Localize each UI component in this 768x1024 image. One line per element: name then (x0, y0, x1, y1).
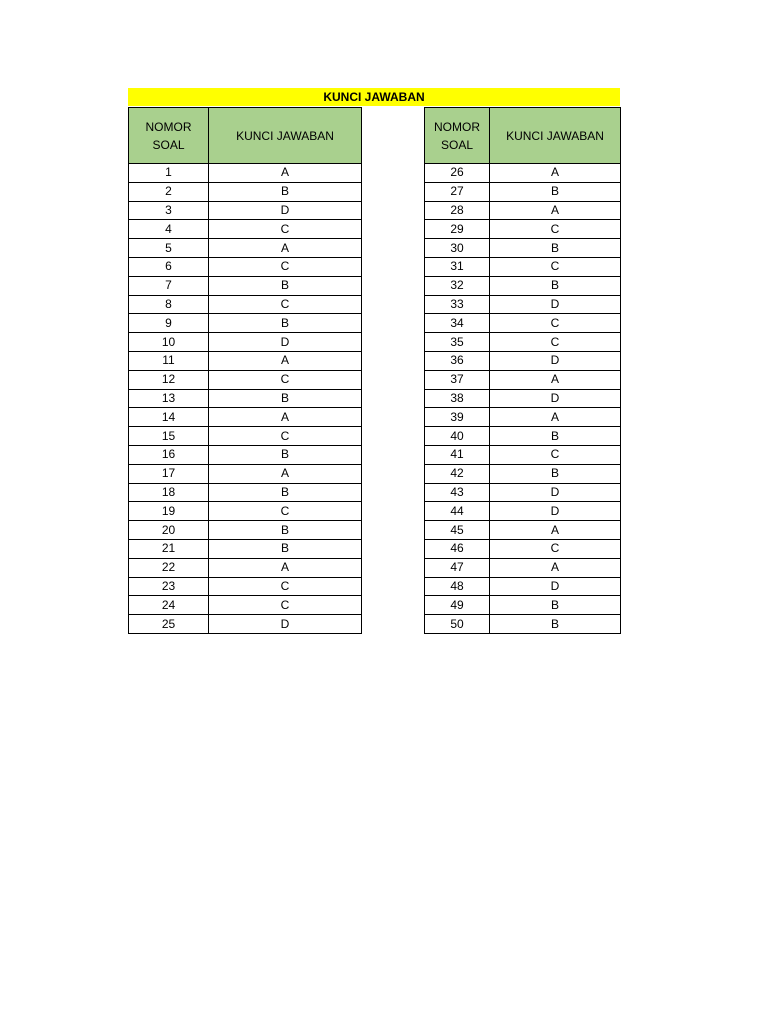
table-row (129, 408, 362, 427)
table-row (129, 521, 362, 540)
table-row (425, 389, 621, 408)
answer-key-cell: C (209, 502, 362, 521)
table-row (425, 314, 621, 333)
answer-key-cell: B (209, 182, 362, 201)
answer-key-cell: B (209, 521, 362, 540)
table-row (425, 220, 621, 239)
question-number-cell: 8 (129, 295, 209, 314)
question-number-cell: 14 (129, 408, 209, 427)
answer-key-cell: A (490, 408, 621, 427)
question-number-cell: 21 (129, 539, 209, 558)
question-number-cell: 39 (425, 408, 490, 427)
question-number-cell: 30 (425, 239, 490, 258)
question-number-cell: 32 (425, 276, 490, 295)
answer-key-cell: B (209, 276, 362, 295)
table-row (129, 389, 362, 408)
table-row (425, 596, 621, 615)
header-nomor-line2: SOAL (152, 137, 185, 152)
answer-key-cell: C (490, 220, 621, 239)
question-number-cell: 33 (425, 295, 490, 314)
question-number-cell: 15 (129, 427, 209, 446)
answer-key-cell: C (490, 445, 621, 464)
answer-key-cell: B (490, 182, 621, 201)
question-number-cell: 27 (425, 182, 490, 201)
question-number-cell: 45 (425, 521, 490, 540)
question-number-cell: 46 (425, 539, 490, 558)
answer-key-cell: A (490, 370, 621, 389)
table-row (129, 596, 362, 615)
table-header-row (425, 108, 621, 164)
table-row (425, 164, 621, 183)
answer-key-cell: B (490, 276, 621, 295)
table-row (129, 427, 362, 446)
header-nomor-soal (129, 108, 209, 164)
header-kunci-jawaban: KUNCI JAWABAN (209, 108, 362, 164)
table-row (129, 295, 362, 314)
question-number-cell: 43 (425, 483, 490, 502)
question-number-cell: 23 (129, 577, 209, 596)
answer-key-cell: A (209, 558, 362, 577)
table-body-left (129, 164, 362, 634)
answer-key-cell: A (209, 164, 362, 183)
question-number-cell: 2 (129, 182, 209, 201)
question-number-cell: 44 (425, 502, 490, 521)
table-row (425, 239, 621, 258)
answer-key-cell: B (209, 389, 362, 408)
question-number-cell: 35 (425, 333, 490, 352)
answer-key-cell: B (209, 483, 362, 502)
question-number-cell: 34 (425, 314, 490, 333)
header-nomor-soal (425, 108, 490, 164)
answer-key-cell: D (490, 295, 621, 314)
table-row (129, 257, 362, 276)
table-row (425, 276, 621, 295)
answer-key-cell: B (209, 445, 362, 464)
table-header-row (129, 108, 362, 164)
header-kunci-jawaban: KUNCI JAWABAN (490, 108, 621, 164)
answer-key-cell: A (209, 464, 362, 483)
question-number-cell: 41 (425, 445, 490, 464)
table-row (425, 539, 621, 558)
table-row (425, 464, 621, 483)
question-number-cell: 20 (129, 521, 209, 540)
question-number-cell: 24 (129, 596, 209, 615)
table-row (425, 295, 621, 314)
question-number-cell: 10 (129, 333, 209, 352)
answer-key-cell: A (490, 558, 621, 577)
answer-key-cell: A (490, 164, 621, 183)
question-number-cell: 11 (129, 351, 209, 370)
answer-key-cell: D (490, 389, 621, 408)
question-number-cell: 42 (425, 464, 490, 483)
answer-key-cell: C (209, 257, 362, 276)
question-number-cell: 3 (129, 201, 209, 220)
table-row (129, 370, 362, 389)
question-number-cell: 25 (129, 615, 209, 634)
table-row (129, 276, 362, 295)
table-row (129, 539, 362, 558)
question-number-cell: 7 (129, 276, 209, 295)
question-number-cell: 4 (129, 220, 209, 239)
answer-key-cell: D (209, 615, 362, 634)
answer-key-cell: C (209, 220, 362, 239)
question-number-cell: 36 (425, 351, 490, 370)
answer-key-cell: C (490, 539, 621, 558)
table-row (425, 333, 621, 352)
answer-key-cell: B (490, 464, 621, 483)
answer-key-cell: B (490, 615, 621, 634)
question-number-cell: 37 (425, 370, 490, 389)
table-row (129, 351, 362, 370)
table-row (425, 521, 621, 540)
question-number-cell: 1 (129, 164, 209, 183)
table-row (425, 483, 621, 502)
header-nomor-line1: NOMOR (145, 119, 192, 134)
question-number-cell: 22 (129, 558, 209, 577)
answer-key-cell: A (209, 408, 362, 427)
table-row (129, 464, 362, 483)
answer-key-cell: C (209, 577, 362, 596)
answer-key-cell: D (209, 333, 362, 352)
table-row (425, 577, 621, 596)
question-number-cell: 31 (425, 257, 490, 276)
answer-key-cell: A (490, 201, 621, 220)
question-number-cell: 9 (129, 314, 209, 333)
question-number-cell: 16 (129, 445, 209, 464)
question-number-cell: 12 (129, 370, 209, 389)
answer-key-cell: C (209, 370, 362, 389)
question-number-cell: 48 (425, 577, 490, 596)
answer-key-cell: C (490, 257, 621, 276)
answer-key-cell: A (209, 351, 362, 370)
question-number-cell: 26 (425, 164, 490, 183)
table-row (425, 445, 621, 464)
table-row (129, 615, 362, 634)
table-row (425, 615, 621, 634)
table-row (425, 408, 621, 427)
table-row (425, 427, 621, 446)
table-row (129, 558, 362, 577)
table-row (425, 502, 621, 521)
table-row (129, 220, 362, 239)
question-number-cell: 50 (425, 615, 490, 634)
table-row (129, 201, 362, 220)
table-row (425, 257, 621, 276)
table-body-right (425, 164, 621, 634)
table-row (129, 164, 362, 183)
answer-key-cell: B (490, 239, 621, 258)
table-row (425, 558, 621, 577)
table-row (425, 351, 621, 370)
table-row (129, 577, 362, 596)
question-number-cell: 47 (425, 558, 490, 577)
answer-key-table-right (424, 107, 621, 634)
table-row (129, 445, 362, 464)
table-row (425, 201, 621, 220)
question-number-cell: 29 (425, 220, 490, 239)
page-title: KUNCI JAWABAN (128, 88, 620, 106)
question-number-cell: 28 (425, 201, 490, 220)
question-number-cell: 18 (129, 483, 209, 502)
question-number-cell: 38 (425, 389, 490, 408)
table-row (129, 502, 362, 521)
header-nomor-line2: SOAL (440, 137, 473, 152)
answer-key-cell: D (490, 502, 621, 521)
question-number-cell: 17 (129, 464, 209, 483)
answer-key-cell: C (209, 596, 362, 615)
question-number-cell: 5 (129, 239, 209, 258)
question-number-cell: 13 (129, 389, 209, 408)
table-row (425, 370, 621, 389)
answer-key-cell: A (209, 239, 362, 258)
answer-key-cell: C (490, 333, 621, 352)
answer-key-cell: C (209, 295, 362, 314)
answer-key-cell: B (209, 539, 362, 558)
answer-key-cell: D (209, 201, 362, 220)
header-nomor-line1: NOMOR (434, 119, 480, 134)
answer-key-cell: B (490, 427, 621, 446)
answer-key-cell: B (490, 596, 621, 615)
answer-key-cell: C (209, 427, 362, 446)
question-number-cell: 6 (129, 257, 209, 276)
table-row (129, 483, 362, 502)
table-row (129, 333, 362, 352)
answer-key-table-left (128, 107, 362, 634)
question-number-cell: 19 (129, 502, 209, 521)
answer-key-cell: D (490, 577, 621, 596)
answer-key-cell: C (490, 314, 621, 333)
table-row (129, 239, 362, 258)
table-row (129, 314, 362, 333)
answer-key-cell: B (209, 314, 362, 333)
answer-key-cell: D (490, 483, 621, 502)
table-row (129, 182, 362, 201)
answer-key-cell: A (490, 521, 621, 540)
table-row (425, 182, 621, 201)
question-number-cell: 49 (425, 596, 490, 615)
question-number-cell: 40 (425, 427, 490, 446)
answer-key-cell: D (490, 351, 621, 370)
